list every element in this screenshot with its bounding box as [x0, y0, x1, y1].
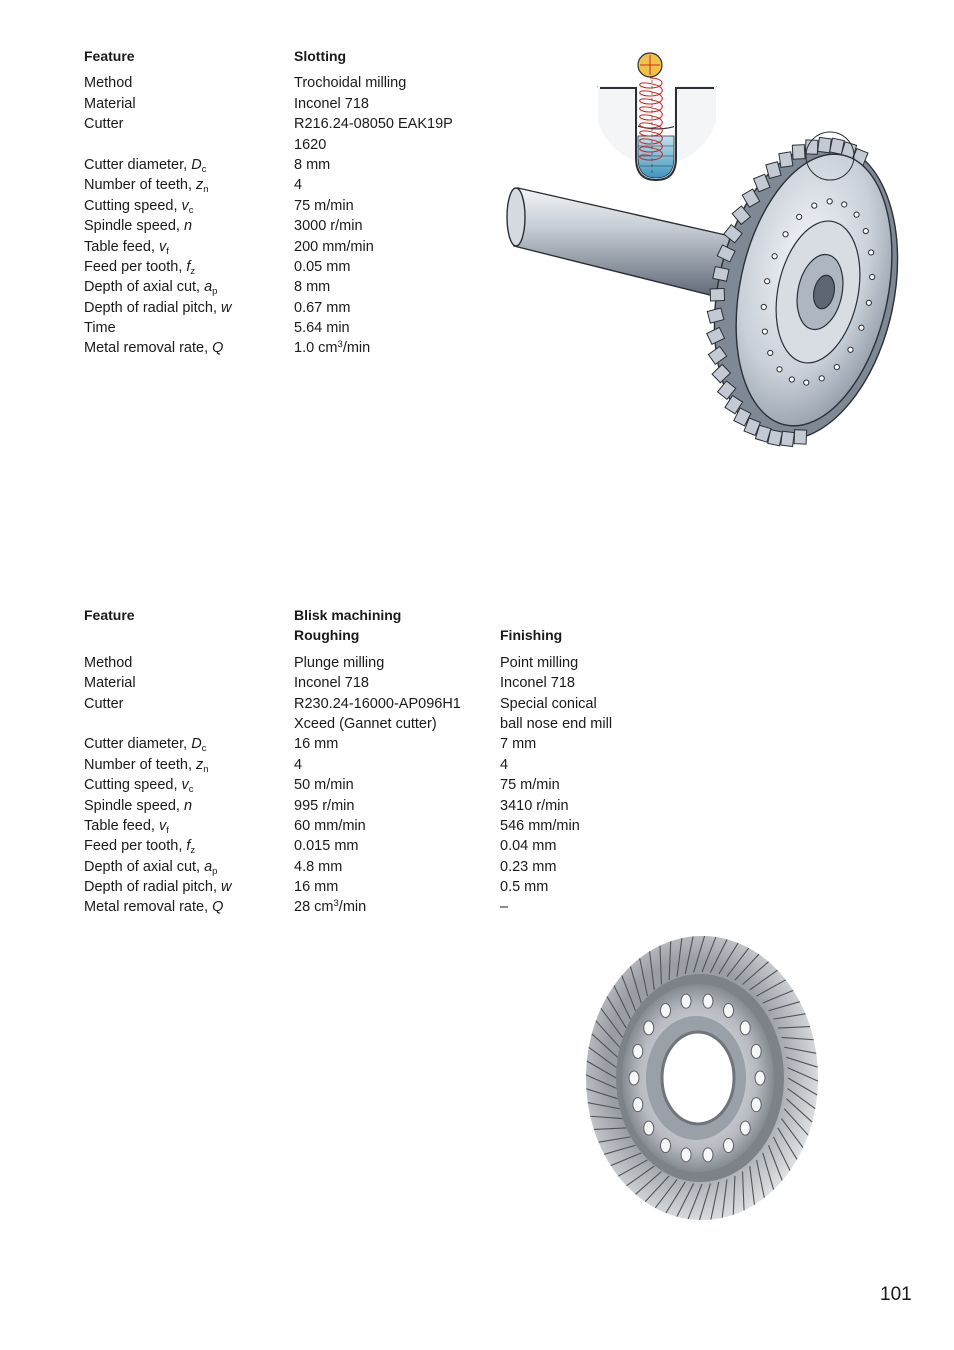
- bolt-hole: [842, 202, 847, 207]
- row-label: Spindle speed, n: [84, 797, 193, 814]
- row-value: 3000 r/min: [294, 218, 363, 235]
- finishing-value: 0.04 mm: [500, 838, 557, 855]
- blisk-hole: [681, 994, 691, 1008]
- row-label: Metal removal rate, Q: [84, 340, 224, 357]
- row-label: Method: [84, 654, 133, 671]
- finishing-value: Point milling: [500, 654, 579, 671]
- finishing-header: Finishing: [500, 627, 563, 644]
- row-value: 4: [294, 177, 303, 194]
- bolt-hole: [772, 254, 777, 259]
- shaft: [507, 188, 730, 298]
- row-value: 8 mm: [294, 156, 331, 173]
- row-value: 8 mm: [294, 279, 331, 296]
- finishing-value: 0.5 mm: [500, 879, 549, 896]
- finishing-value: 4: [500, 756, 509, 773]
- bolt-hole: [863, 228, 868, 233]
- roughing-header: Roughing: [294, 627, 360, 644]
- row-label: Cutting speed, $v_c$: [84, 197, 194, 216]
- bolt-hole: [848, 347, 853, 352]
- row-value-continued: 1620: [294, 136, 327, 153]
- bolt-hole: [869, 250, 874, 255]
- row-value: Inconel 718: [294, 95, 369, 112]
- bolt-hole: [762, 329, 767, 334]
- row-label: Spindle speed, n: [84, 218, 193, 235]
- roughing-value: R230.24-16000-AP096H1: [294, 695, 461, 712]
- bolt-hole: [854, 212, 859, 217]
- row-value: 75 m/min: [294, 197, 354, 214]
- bolt-hole: [783, 232, 788, 237]
- bolt-hole: [812, 203, 817, 208]
- blisk-hole: [633, 1098, 643, 1112]
- roughing-value: 995 r/min: [294, 797, 355, 814]
- blisk-hole: [644, 1121, 654, 1135]
- roughing-value: 4: [294, 756, 303, 773]
- slotting-header: Slotting: [294, 48, 347, 64]
- row-label: Table feed, $v_f$: [84, 238, 169, 257]
- bolt-hole: [859, 325, 864, 330]
- row-label: Material: [84, 675, 136, 692]
- row-value: 200 mm/min: [294, 238, 374, 255]
- row-label: Table feed, $v_f$: [84, 817, 169, 836]
- row-label: Material: [84, 95, 136, 112]
- roughing-value: Plunge milling: [294, 654, 385, 671]
- blisk-hole: [629, 1071, 639, 1085]
- blisk-hole: [681, 1148, 691, 1162]
- blisk-hole: [755, 1071, 765, 1085]
- row-value: 0.05 mm: [294, 258, 351, 275]
- blisk-hole: [740, 1121, 750, 1135]
- disc-tooth: [818, 137, 832, 152]
- disc-tooth: [794, 430, 807, 444]
- blisk-machining-header: Blisk machining: [294, 607, 402, 623]
- blisk-hole: [661, 1139, 671, 1153]
- blisk-hole: [703, 1148, 713, 1162]
- row-label: Cutter diameter, $D_c$: [84, 156, 207, 175]
- roughing-value: Inconel 718: [294, 675, 369, 692]
- disc-tooth: [710, 289, 724, 301]
- bolt-hole: [777, 367, 782, 372]
- blisk-hole: [633, 1044, 643, 1058]
- finishing-value: Inconel 718: [500, 675, 575, 692]
- bolt-hole: [789, 377, 794, 382]
- roughing-value: 28 $cm^3/\min$: [294, 898, 367, 916]
- row-label: Cutting speed, $v_c$: [84, 777, 194, 796]
- roughing-value: 50 m/min: [294, 777, 354, 794]
- row-label: Depth of axial cut, $a_p$: [84, 858, 218, 877]
- finishing-value: 546 mm/min: [500, 817, 580, 834]
- bolt-hole: [866, 300, 871, 305]
- finishing-value: 3410 r/min: [500, 797, 569, 814]
- roughing-value: 60 mm/min: [294, 817, 366, 834]
- disc-tooth: [781, 431, 795, 446]
- row-label: Number of teeth, $z_n$: [84, 756, 209, 775]
- feature-header: Feature: [84, 607, 135, 623]
- finishing-value: 7 mm: [500, 736, 537, 753]
- finishing-value: –: [500, 899, 509, 916]
- row-label: Cutter: [84, 695, 124, 712]
- row-value: Trochoidal milling: [294, 75, 407, 92]
- row-label: Cutter diameter, $D_c$: [84, 736, 207, 755]
- blisk-hole: [751, 1044, 761, 1058]
- blisk-hole: [703, 994, 713, 1008]
- bolt-hole: [761, 304, 766, 309]
- row-label: Number of teeth, $z_n$: [84, 177, 209, 196]
- blisk-hole: [661, 1003, 671, 1017]
- bolt-hole: [804, 380, 809, 385]
- roughing-value: 16 mm: [294, 879, 339, 896]
- blisk-hole: [724, 1139, 734, 1153]
- page-number: 101: [880, 1284, 912, 1305]
- row-label: Feed per tooth, $f_z$: [84, 838, 196, 857]
- roughing-value: 0.015 mm: [294, 838, 359, 855]
- bolt-hole: [819, 376, 824, 381]
- row-value: R216.24-08050 EAK19P: [294, 116, 453, 133]
- row-value: 0.67 mm: [294, 299, 351, 316]
- bolt-hole: [765, 279, 770, 284]
- row-label: Depth of radial pitch, w: [84, 879, 232, 896]
- blisk-hole: [740, 1021, 750, 1035]
- blisk-hole: [751, 1098, 761, 1112]
- blisk-hole: [644, 1021, 654, 1035]
- feature-header: Feature: [84, 48, 135, 64]
- row-label: Depth of radial pitch, w: [84, 299, 232, 316]
- disc-tooth: [713, 267, 729, 282]
- cutter-detail-inset: [598, 53, 716, 180]
- disc-tooth: [779, 152, 793, 168]
- disc-tooth: [792, 145, 805, 160]
- row-label: Method: [84, 75, 133, 92]
- bolt-hole: [870, 274, 875, 279]
- row-label: Cutter: [84, 116, 124, 133]
- roughing-value: 16 mm: [294, 736, 339, 753]
- row-label: Feed per tooth, $f_z$: [84, 258, 196, 277]
- finishing-value: 0.23 mm: [500, 858, 557, 875]
- row-value: 1.0 $cm^3/\min$: [294, 339, 371, 357]
- row-label: Depth of axial cut, $a_p$: [84, 279, 218, 298]
- bolt-hole: [797, 214, 802, 219]
- row-value: 5.64 min: [294, 320, 350, 337]
- blisk-hole: [724, 1003, 734, 1017]
- finishing-value: Special conical: [500, 695, 597, 712]
- row-label: Metal removal rate, Q: [84, 899, 224, 916]
- bolt-hole: [834, 364, 839, 369]
- bolt-hole: [827, 199, 832, 204]
- row-label: Time: [84, 320, 116, 337]
- roughing-value-continued: Xceed (Gannet cutter): [294, 715, 437, 732]
- finishing-value-continued: ball nose end mill: [500, 715, 613, 732]
- slotted-disc-shaft-illustration: [500, 46, 920, 456]
- blisk-photo: [580, 932, 830, 1227]
- blisk-bore: [662, 1032, 734, 1124]
- roughing-value: 4.8 mm: [294, 858, 343, 875]
- bolt-hole: [768, 350, 773, 355]
- finishing-value: 75 m/min: [500, 777, 560, 794]
